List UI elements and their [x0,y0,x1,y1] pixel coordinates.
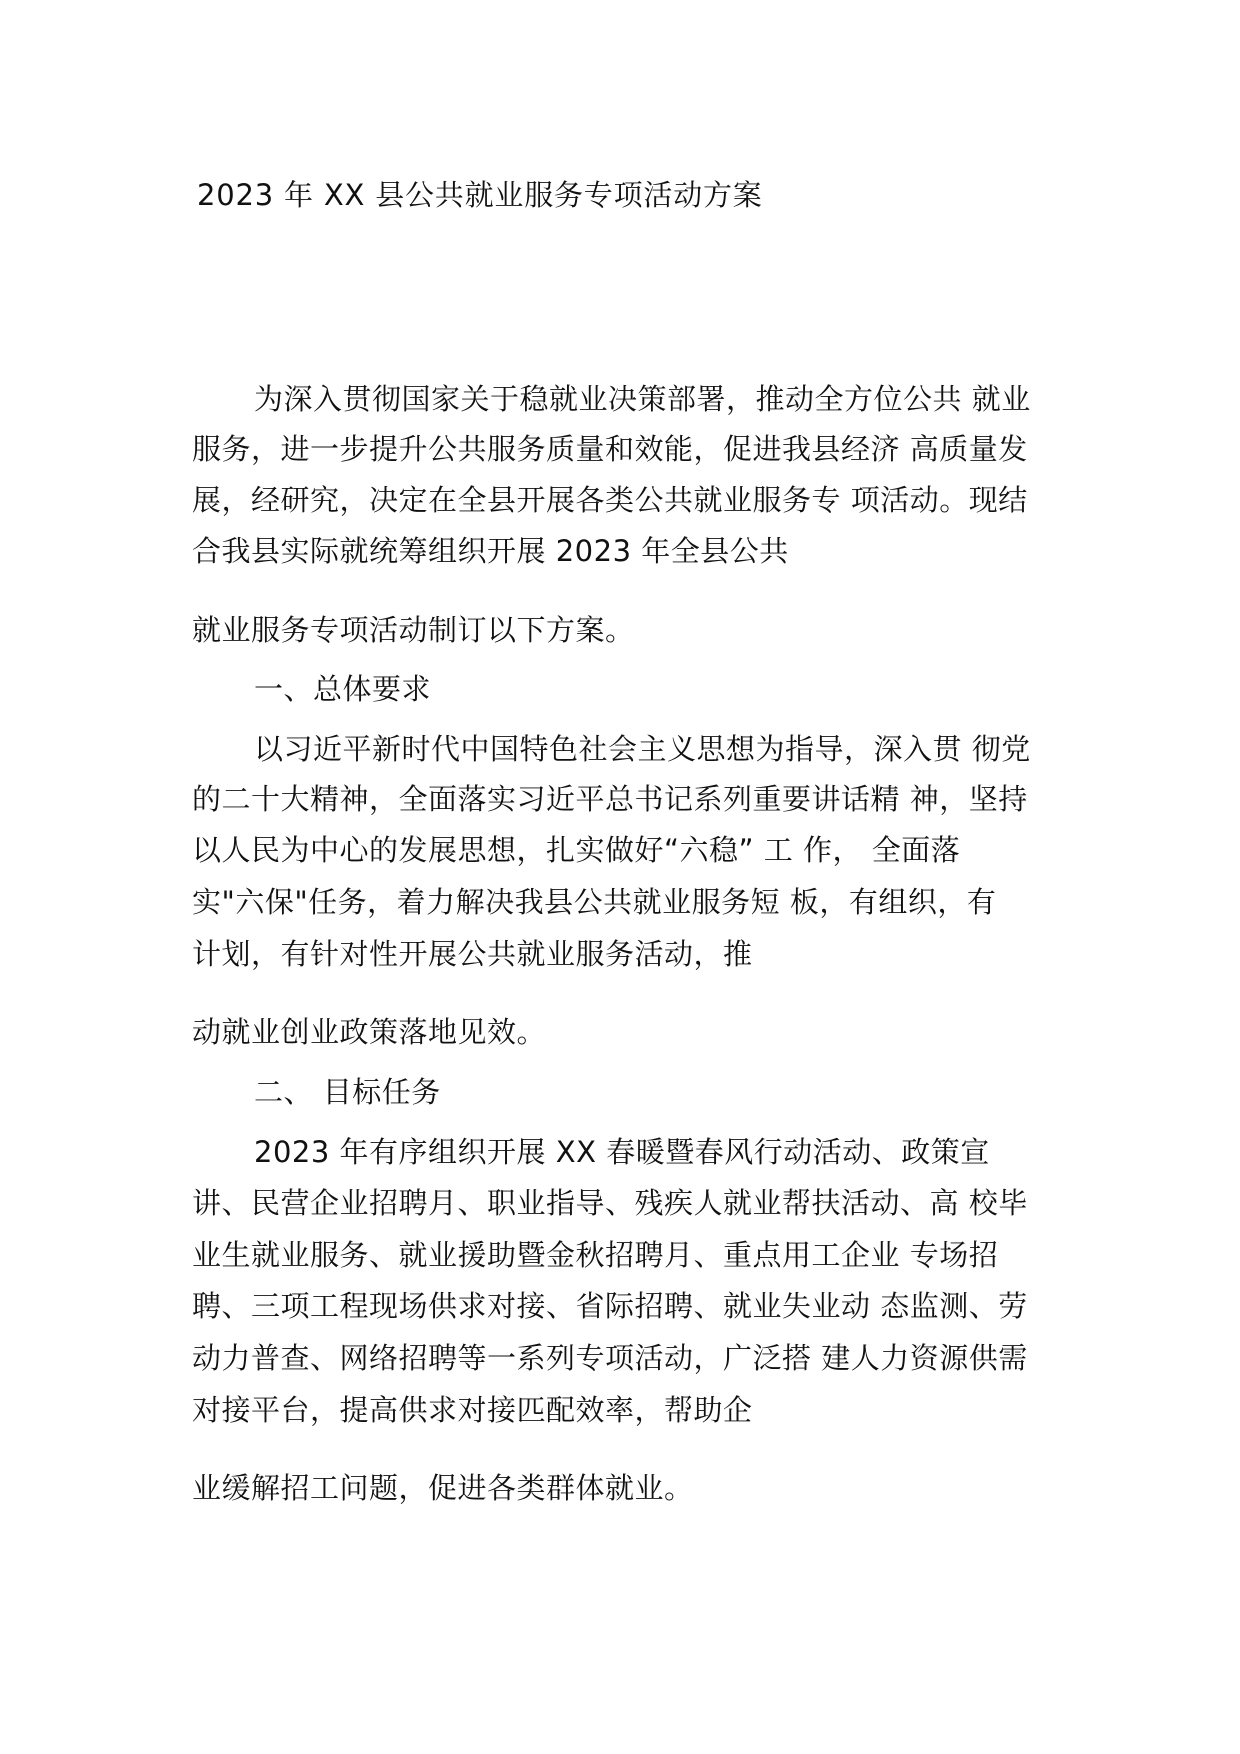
section-heading: 一、总体要求 [254,672,432,706]
paragraph-line: 聘、三项工程现场供求对接、省际招聘、就业失业动 态监测、劳 [192,1289,1028,1323]
paragraph-line: 合我县实际就统筹组织开展 2023 年全县公共 [192,534,789,568]
paragraph-line: 动力普查、网络招聘等一系列专项活动，广泛搭 建人力资源供需 [192,1341,1028,1375]
paragraph-line: 就业服务专项活动制订以下方案。 [192,613,635,647]
paragraph-line: 对接平台，提高供求对接匹配效率，帮助企 [192,1393,753,1427]
paragraph-line: 为深入贯彻国家关于稳就业决策部署，推动全方位公共 就业 [254,382,1031,416]
paragraph-line: 业缓解招工问题，促进各类群体就业。 [192,1471,694,1505]
paragraph-line: 以人民为中心的发展思想，扎实做好“六稳” 工 作， 全面落 [192,833,961,867]
paragraph-line: 实"六保"任务，着力解决我县公共就业服务短 板，有组织，有 [192,885,997,919]
paragraph-line: 业生就业服务、就业援助暨金秋招聘月、重点用工企业 专场招 [192,1238,999,1272]
document-title: 2023 年 XX 县公共就业服务专项活动方案 [197,178,763,212]
paragraph-line: 的二十大精神，全面落实习近平总书记系列重要讲话精 神，坚持 [192,782,1028,816]
paragraph-line: 讲、民营企业招聘月、职业指导、残疾人就业帮扶活动、高 校毕 [192,1186,1028,1220]
paragraph-line: 展，经研究，决定在全县开展各类公共就业服务专 项活动。现结 [192,483,1028,517]
paragraph-line: 2023 年有序组织开展 XX 春暖暨春风行动活动、政策宣 [254,1135,990,1169]
paragraph-line: 计划，有针对性开展公共就业服务活动，推 [192,937,753,971]
section-heading: 二、 目标任务 [254,1075,441,1109]
paragraph-line: 服务，进一步提升公共服务质量和效能，促进我县经济 高质量发 [192,432,1028,466]
paragraph-line: 动就业创业政策落地见效。 [192,1015,547,1049]
paragraph-line: 以习近平新时代中国特色社会主义思想为指导，深入贯 彻党 [254,732,1031,766]
